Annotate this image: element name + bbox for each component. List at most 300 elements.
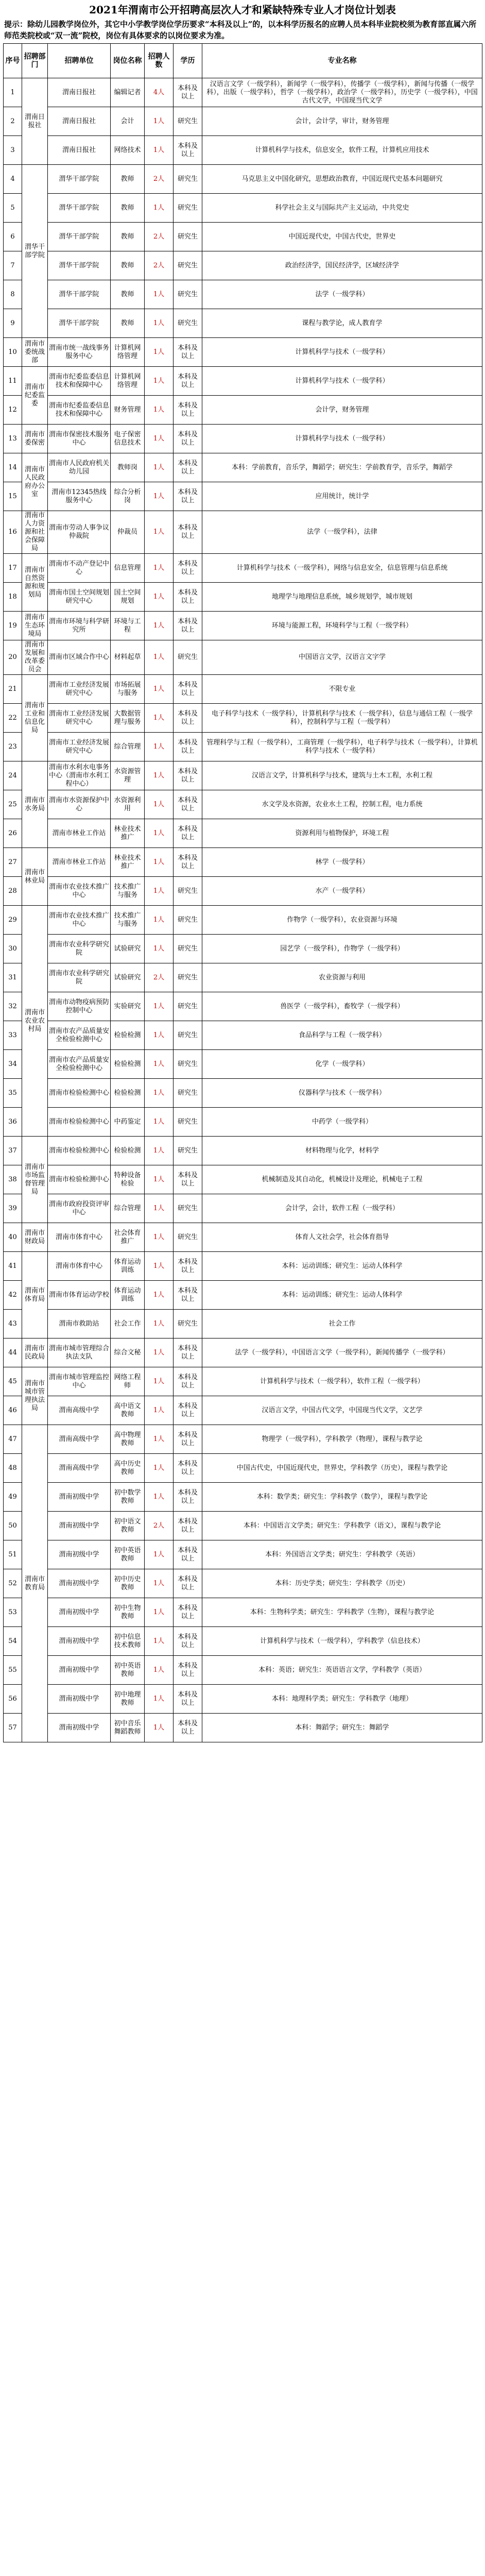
cell-seq: 23 bbox=[4, 733, 22, 761]
cell-major: 水文学及水资源，农业水土工程，控制工程，电力系统 bbox=[202, 790, 482, 819]
cell-major: 法学（一级学科），中国语言文学（一级学科），新闻传播学（一级学科） bbox=[202, 1338, 482, 1367]
cell-seq: 25 bbox=[4, 790, 22, 819]
table-row bbox=[4, 1137, 482, 1165]
cell-count: 1人 bbox=[145, 1338, 174, 1367]
cell-count: 1人 bbox=[145, 733, 174, 761]
cell-post: 初中数学教师 bbox=[111, 1483, 145, 1512]
table-row bbox=[4, 1079, 482, 1108]
cell-edu: 本科及以上 bbox=[174, 554, 202, 583]
cell-major: 中国语言文学，汉语言文字学 bbox=[202, 640, 482, 675]
cell-post: 网络工程师 bbox=[111, 1367, 145, 1396]
cell-edu: 本科及以上 bbox=[174, 1714, 202, 1742]
cell-post: 检验检测 bbox=[111, 1021, 145, 1050]
cell-major: 园艺学（一级学科），作物学（一级学科） bbox=[202, 935, 482, 963]
cell-count: 1人 bbox=[145, 612, 174, 640]
cell-post: 社会工作 bbox=[111, 1310, 145, 1338]
cell-edu: 研究生 bbox=[174, 935, 202, 963]
cell-major: 本科：数学类；研究生：学科教学（数学），课程与教学论 bbox=[202, 1483, 482, 1512]
cell-post: 编辑记者 bbox=[111, 78, 145, 107]
cell-post: 初中地理教师 bbox=[111, 1685, 145, 1714]
cell-seq: 47 bbox=[4, 1425, 22, 1454]
cell-unit: 渭南市工业经济发展研究中心 bbox=[48, 704, 111, 733]
cell-count: 1人 bbox=[145, 1425, 174, 1454]
cell-dept: 渭南市林业局 bbox=[22, 848, 48, 906]
header-edu: 学历 bbox=[174, 44, 202, 78]
table-row bbox=[4, 482, 482, 511]
cell-post: 计算机网络管理 bbox=[111, 367, 145, 396]
cell-post: 仲裁员 bbox=[111, 511, 145, 554]
cell-unit: 渭南市区域合作中心 bbox=[48, 640, 111, 675]
cell-major: 计算机科学与技术（一级学科），软件工程（一级学科） bbox=[202, 1367, 482, 1396]
table-row bbox=[4, 1281, 482, 1310]
table-header-row bbox=[4, 44, 482, 78]
cell-unit: 渭华干部学院 bbox=[48, 280, 111, 309]
cell-major: 本科：生物科学类；研究生：学科教学（生物），课程与教学论 bbox=[202, 1598, 482, 1627]
cell-edu: 本科及以上 bbox=[174, 1569, 202, 1598]
table-row bbox=[4, 1252, 482, 1281]
cell-seq: 44 bbox=[4, 1338, 22, 1367]
cell-unit: 渭南市体育中心 bbox=[48, 1252, 111, 1281]
cell-count: 1人 bbox=[145, 790, 174, 819]
cell-post: 技术推广与服务 bbox=[111, 877, 145, 906]
cell-unit: 渭南市体育中心 bbox=[48, 1223, 111, 1252]
cell-major: 会计，会计学，审计，财务管理 bbox=[202, 107, 482, 136]
cell-post: 教师岗 bbox=[111, 453, 145, 482]
cell-seq: 27 bbox=[4, 848, 22, 877]
cell-dept: 渭南市自然资源和规划局 bbox=[22, 554, 48, 612]
cell-edu: 本科及以上 bbox=[174, 848, 202, 877]
cell-count: 1人 bbox=[145, 761, 174, 790]
cell-dept: 渭南市工业和信息化局 bbox=[22, 675, 48, 761]
cell-major: 不限专业 bbox=[202, 675, 482, 704]
cell-major: 食品科学与工程（一级学科） bbox=[202, 1021, 482, 1050]
cell-post: 实验研究 bbox=[111, 992, 145, 1021]
cell-edu: 本科及以上 bbox=[174, 704, 202, 733]
cell-unit: 渭南日报社 bbox=[48, 136, 111, 165]
cell-major: 汉语言文学，计算机科学与技术，建筑与土木工程，水利工程 bbox=[202, 761, 482, 790]
cell-post: 国土空间规划 bbox=[111, 583, 145, 612]
cell-unit: 渭南市林业工作站 bbox=[48, 848, 111, 877]
table-row bbox=[4, 992, 482, 1021]
table-row bbox=[4, 963, 482, 992]
table-row bbox=[4, 761, 482, 790]
cell-unit: 渭南初级中学 bbox=[48, 1714, 111, 1742]
table-row bbox=[4, 1454, 482, 1483]
table-row bbox=[4, 511, 482, 554]
cell-unit: 渭南市水资源保护中心 bbox=[48, 790, 111, 819]
cell-unit: 渭南市救助站 bbox=[48, 1310, 111, 1338]
cell-major: 政治经济学，国民经济学，区域经济学 bbox=[202, 251, 482, 280]
cell-post: 综合文秘 bbox=[111, 1338, 145, 1367]
cell-unit: 渭南市检验检测中心 bbox=[48, 1137, 111, 1165]
cell-count: 1人 bbox=[145, 367, 174, 396]
cell-unit: 渭南市人民政府机关幼儿园 bbox=[48, 453, 111, 482]
cell-seq: 12 bbox=[4, 396, 22, 425]
cell-count: 1人 bbox=[145, 675, 174, 704]
cell-major: 环境与能源工程，环境科学与工程（一级学科） bbox=[202, 612, 482, 640]
cell-edu: 研究生 bbox=[174, 640, 202, 675]
cell-count: 1人 bbox=[145, 704, 174, 733]
cell-post: 水资源利用 bbox=[111, 790, 145, 819]
header-major: 专业名称 bbox=[202, 44, 482, 78]
cell-major: 社会工作 bbox=[202, 1310, 482, 1338]
cell-edu: 研究生 bbox=[174, 280, 202, 309]
cell-unit: 渭南市保密技术服务中心 bbox=[48, 425, 111, 453]
cell-post: 综合管理 bbox=[111, 1194, 145, 1223]
recruitment-table bbox=[3, 43, 482, 1742]
table-row bbox=[4, 107, 482, 136]
cell-edu: 本科及以上 bbox=[174, 733, 202, 761]
table-row bbox=[4, 1512, 482, 1540]
cell-unit: 渭南市纪委监委信息技术和保障中心 bbox=[48, 367, 111, 396]
cell-major: 本科：运动训练；研究生：运动人体科学 bbox=[202, 1281, 482, 1310]
cell-unit: 渭南初级中学 bbox=[48, 1656, 111, 1685]
cell-unit: 渭南市统一战线事务服务中心 bbox=[48, 338, 111, 367]
cell-unit: 渭南初级中学 bbox=[48, 1598, 111, 1627]
cell-seq: 14 bbox=[4, 453, 22, 482]
cell-count: 1人 bbox=[145, 848, 174, 877]
cell-unit: 渭南高级中学 bbox=[48, 1396, 111, 1425]
cell-unit: 渭南市劳动人事争议仲裁院 bbox=[48, 511, 111, 554]
cell-major: 会计学，会计，软件工程（一级学科） bbox=[202, 1194, 482, 1223]
cell-edu: 本科及以上 bbox=[174, 1165, 202, 1194]
cell-seq: 17 bbox=[4, 554, 22, 583]
cell-major: 仪器科学与技术（一级学科） bbox=[202, 1079, 482, 1108]
cell-count: 1人 bbox=[145, 1483, 174, 1512]
cell-edu: 本科及以上 bbox=[174, 1656, 202, 1685]
cell-major: 管理科学与工程（一级学科），工商管理（一级学科），电子科学与技术（一级学科），计算机科学与技术（一级学科） bbox=[202, 733, 482, 761]
cell-dept: 渭南市人民政府办公室 bbox=[22, 453, 48, 511]
cell-post: 检验检测 bbox=[111, 1137, 145, 1165]
cell-seq: 34 bbox=[4, 1050, 22, 1079]
header-count: 招聘人数 bbox=[145, 44, 174, 78]
table-row bbox=[4, 1338, 482, 1367]
cell-edu: 本科及以上 bbox=[174, 136, 202, 165]
cell-major: 电子科学与技术（一级学科），计算机科学与技术（一级学科），信息与通信工程（一级学科），控制科学与工程（一级学科） bbox=[202, 704, 482, 733]
cell-edu: 本科及以上 bbox=[174, 790, 202, 819]
cell-unit: 渭南初级中学 bbox=[48, 1483, 111, 1512]
cell-dept: 渭南市水务局 bbox=[22, 761, 48, 848]
cell-unit: 渭南市纪委监委信息技术和保障中心 bbox=[48, 396, 111, 425]
cell-count: 1人 bbox=[145, 1569, 174, 1598]
cell-seq: 28 bbox=[4, 877, 22, 906]
notice-text: 提示：除幼儿园教学岗位外，其它中小学教学岗位学历要求“本科及以上”的，以本科学历报名的应聘人员本科毕业院校须为教育部直属六所师范类院校或“双一流”院校，岗位有具体要求的以岗位要求为准。 bbox=[4, 20, 477, 40]
cell-count: 1人 bbox=[145, 194, 174, 223]
cell-dept: 渭南市发展和改革委员会 bbox=[22, 640, 48, 675]
cell-post: 初中信息技术教师 bbox=[111, 1627, 145, 1656]
cell-post: 大数据管理与服务 bbox=[111, 704, 145, 733]
cell-count: 2人 bbox=[145, 963, 174, 992]
cell-unit: 渭南市城市管理综合执法支队 bbox=[48, 1338, 111, 1367]
cell-dept: 渭南市纪委监委 bbox=[22, 367, 48, 425]
cell-unit: 渭南市检验检测中心 bbox=[48, 1108, 111, 1137]
cell-count: 1人 bbox=[145, 1454, 174, 1483]
table-row bbox=[4, 280, 482, 309]
cell-seq: 42 bbox=[4, 1281, 22, 1310]
cell-count: 1人 bbox=[145, 1108, 174, 1137]
table-row bbox=[4, 554, 482, 583]
cell-count: 1人 bbox=[145, 583, 174, 612]
cell-count: 1人 bbox=[145, 640, 174, 675]
page bbox=[3, 2, 482, 1742]
table-row bbox=[4, 425, 482, 453]
cell-seq: 22 bbox=[4, 704, 22, 733]
cell-post: 水资源管理 bbox=[111, 761, 145, 790]
page-title: 2021年渭南市公开招聘高层次人才和紧缺特殊专业人才岗位计划表 bbox=[89, 4, 396, 16]
cell-count: 2人 bbox=[145, 251, 174, 280]
cell-unit: 渭华干部学院 bbox=[48, 194, 111, 223]
cell-unit: 渭南市水利水电事务中心（渭南市水利工程中心） bbox=[48, 761, 111, 790]
cell-unit: 渭南市农产品质量安全检验检测中心 bbox=[48, 1050, 111, 1079]
cell-seq: 6 bbox=[4, 223, 22, 251]
cell-seq: 9 bbox=[4, 309, 22, 338]
cell-major: 计算机科学与技术（一级学科） bbox=[202, 338, 482, 367]
cell-count: 4人 bbox=[145, 78, 174, 107]
table-row bbox=[4, 1656, 482, 1685]
cell-edu: 本科及以上 bbox=[174, 1627, 202, 1656]
cell-count: 1人 bbox=[145, 1252, 174, 1281]
cell-count: 1人 bbox=[145, 1021, 174, 1050]
cell-count: 1人 bbox=[145, 1598, 174, 1627]
cell-count: 2人 bbox=[145, 165, 174, 194]
cell-major: 科学社会主义与国际共产主义运动，中共党史 bbox=[202, 194, 482, 223]
cell-post: 中药鉴定 bbox=[111, 1108, 145, 1137]
cell-post: 高中物理教师 bbox=[111, 1425, 145, 1454]
cell-major: 中国近现代史，中国古代史，世界史 bbox=[202, 223, 482, 251]
header-unit: 招聘单位 bbox=[48, 44, 111, 78]
cell-post: 体育运动训练 bbox=[111, 1252, 145, 1281]
cell-edu: 本科及以上 bbox=[174, 78, 202, 107]
cell-seq: 49 bbox=[4, 1483, 22, 1512]
table-row bbox=[4, 733, 482, 761]
cell-seq: 30 bbox=[4, 935, 22, 963]
cell-post: 综合分析岗 bbox=[111, 482, 145, 511]
table-row bbox=[4, 78, 482, 107]
cell-major: 计算机科学与技术（一级学科） bbox=[202, 367, 482, 396]
cell-edu: 本科及以上 bbox=[174, 612, 202, 640]
cell-seq: 26 bbox=[4, 819, 22, 848]
cell-seq: 15 bbox=[4, 482, 22, 511]
cell-post: 特种设备检验 bbox=[111, 1165, 145, 1194]
cell-count: 2人 bbox=[145, 1512, 174, 1540]
table-row bbox=[4, 453, 482, 482]
cell-seq: 5 bbox=[4, 194, 22, 223]
cell-post: 财务管理 bbox=[111, 396, 145, 425]
cell-edu: 研究生 bbox=[174, 1310, 202, 1338]
table-row bbox=[4, 309, 482, 338]
cell-dept: 渭南日报社 bbox=[22, 78, 48, 165]
cell-unit: 渭南市不动产登记中心 bbox=[48, 554, 111, 583]
cell-post: 初中历史教师 bbox=[111, 1569, 145, 1598]
cell-seq: 36 bbox=[4, 1108, 22, 1137]
cell-edu: 本科及以上 bbox=[174, 1512, 202, 1540]
cell-post: 教师 bbox=[111, 251, 145, 280]
cell-dept: 渭华干部学院 bbox=[22, 165, 48, 338]
cell-seq: 41 bbox=[4, 1252, 22, 1281]
cell-post: 初中英语教师 bbox=[111, 1540, 145, 1569]
cell-seq: 50 bbox=[4, 1512, 22, 1540]
cell-unit: 渭南市农业科学研究院 bbox=[48, 963, 111, 992]
cell-edu: 研究生 bbox=[174, 1137, 202, 1165]
cell-edu: 研究生 bbox=[174, 1108, 202, 1137]
cell-unit: 渭南日报社 bbox=[48, 78, 111, 107]
cell-count: 1人 bbox=[145, 1165, 174, 1194]
cell-count: 1人 bbox=[145, 425, 174, 453]
cell-post: 教师 bbox=[111, 165, 145, 194]
cell-seq: 57 bbox=[4, 1714, 22, 1742]
cell-major: 会计学，财务管理 bbox=[202, 396, 482, 425]
header-post: 岗位名称 bbox=[111, 44, 145, 78]
header-dept: 招聘部门 bbox=[22, 44, 48, 78]
cell-seq: 1 bbox=[4, 78, 22, 107]
cell-seq: 32 bbox=[4, 992, 22, 1021]
cell-seq: 24 bbox=[4, 761, 22, 790]
cell-dept: 渭南市市场监督管理局 bbox=[22, 1137, 48, 1223]
cell-edu: 本科及以上 bbox=[174, 482, 202, 511]
cell-count: 1人 bbox=[145, 482, 174, 511]
cell-post: 计算机网络管理 bbox=[111, 338, 145, 367]
table-row bbox=[4, 819, 482, 848]
cell-seq: 3 bbox=[4, 136, 22, 165]
cell-seq: 10 bbox=[4, 338, 22, 367]
cell-unit: 渭南高级中学 bbox=[48, 1425, 111, 1454]
cell-count: 1人 bbox=[145, 1223, 174, 1252]
cell-seq: 21 bbox=[4, 675, 22, 704]
table-row bbox=[4, 367, 482, 396]
cell-unit: 渭华干部学院 bbox=[48, 309, 111, 338]
cell-seq: 31 bbox=[4, 963, 22, 992]
cell-post: 检验检测 bbox=[111, 1050, 145, 1079]
cell-seq: 8 bbox=[4, 280, 22, 309]
cell-unit: 渭南市国土空间规划研究中心 bbox=[48, 583, 111, 612]
cell-seq: 43 bbox=[4, 1310, 22, 1338]
cell-count: 1人 bbox=[145, 554, 174, 583]
table-row bbox=[4, 194, 482, 223]
cell-major: 化学（一级学科） bbox=[202, 1050, 482, 1079]
cell-unit: 渭南初级中学 bbox=[48, 1540, 111, 1569]
cell-edu: 本科及以上 bbox=[174, 1281, 202, 1310]
cell-unit: 渭南初级中学 bbox=[48, 1512, 111, 1540]
cell-edu: 本科及以上 bbox=[174, 675, 202, 704]
cell-post: 初中生物教师 bbox=[111, 1598, 145, 1627]
cell-post: 试验研究 bbox=[111, 935, 145, 963]
cell-count: 1人 bbox=[145, 1656, 174, 1685]
cell-count: 1人 bbox=[145, 1079, 174, 1108]
cell-count: 1人 bbox=[145, 453, 174, 482]
cell-edu: 本科及以上 bbox=[174, 1367, 202, 1396]
cell-major: 汉语言文学（一级学科），新闻学（一级学科），传播学（一级学科），新闻与传播（一级学科），出版（一级学科），哲学（一级学科），政治学（一级学科），历史学（一级学科），中国古代文学，中国现当代文学 bbox=[202, 78, 482, 107]
table-body bbox=[4, 78, 482, 1742]
table-row bbox=[4, 906, 482, 935]
cell-seq: 38 bbox=[4, 1165, 22, 1194]
cell-major: 物理学（一级学科），学科教学（物理），课程与教学论 bbox=[202, 1425, 482, 1454]
cell-major: 作物学（一级学科），农业资源与环境 bbox=[202, 906, 482, 935]
cell-edu: 研究生 bbox=[174, 251, 202, 280]
cell-seq: 19 bbox=[4, 612, 22, 640]
cell-major: 中药学（一级学科） bbox=[202, 1108, 482, 1137]
cell-major: 材料物理与化学，材料学 bbox=[202, 1137, 482, 1165]
cell-major: 计算机科学与技术（一级学科） bbox=[202, 425, 482, 453]
table-row bbox=[4, 612, 482, 640]
cell-dept: 渭南市委保密 bbox=[22, 425, 48, 453]
cell-edu: 本科及以上 bbox=[174, 511, 202, 554]
table-row bbox=[4, 1483, 482, 1512]
table-row bbox=[4, 1367, 482, 1396]
cell-count: 1人 bbox=[145, 1137, 174, 1165]
header-seq: 序号 bbox=[4, 44, 22, 78]
cell-count: 1人 bbox=[145, 1310, 174, 1338]
cell-seq: 45 bbox=[4, 1367, 22, 1396]
cell-seq: 54 bbox=[4, 1627, 22, 1656]
cell-edu: 本科及以上 bbox=[174, 1396, 202, 1425]
cell-count: 1人 bbox=[145, 338, 174, 367]
table-row bbox=[4, 1223, 482, 1252]
table-row bbox=[4, 136, 482, 165]
cell-unit: 渭南市12345热线服务中心 bbox=[48, 482, 111, 511]
table-row bbox=[4, 1194, 482, 1223]
cell-count: 1人 bbox=[145, 877, 174, 906]
cell-unit: 渭南市农产品质量安全检验检测中心 bbox=[48, 1021, 111, 1050]
cell-edu: 本科及以上 bbox=[174, 1252, 202, 1281]
cell-major: 水产（一级学科） bbox=[202, 877, 482, 906]
cell-major: 体育人文社会学，社会体育指导 bbox=[202, 1223, 482, 1252]
table-row bbox=[4, 583, 482, 612]
cell-seq: 56 bbox=[4, 1685, 22, 1714]
cell-major: 中国古代史，中国近现代史，世界史，学科教学（历史），课程与教学论 bbox=[202, 1454, 482, 1483]
cell-major: 机械制造及其自动化，机械设计及理论，机械电子工程 bbox=[202, 1165, 482, 1194]
cell-unit: 渭南市动物疫病预防控制中心 bbox=[48, 992, 111, 1021]
cell-seq: 18 bbox=[4, 583, 22, 612]
cell-unit: 渭华干部学院 bbox=[48, 223, 111, 251]
cell-unit: 渭南高级中学 bbox=[48, 1454, 111, 1483]
cell-major: 本科：地理科学类；研究生：学科教学（地理） bbox=[202, 1685, 482, 1714]
cell-edu: 研究生 bbox=[174, 194, 202, 223]
cell-major: 法学（一级学科） bbox=[202, 280, 482, 309]
cell-dept: 渭南市教育局 bbox=[22, 1425, 48, 1742]
cell-post: 试验研究 bbox=[111, 963, 145, 992]
table-row bbox=[4, 396, 482, 425]
cell-count: 1人 bbox=[145, 1540, 174, 1569]
cell-post: 电子保密信息技术 bbox=[111, 425, 145, 453]
cell-post: 林业技术推广 bbox=[111, 848, 145, 877]
cell-count: 1人 bbox=[145, 107, 174, 136]
cell-seq: 20 bbox=[4, 640, 22, 675]
cell-count: 1人 bbox=[145, 935, 174, 963]
cell-seq: 7 bbox=[4, 251, 22, 280]
cell-post: 林业技术推广 bbox=[111, 819, 145, 848]
cell-count: 1人 bbox=[145, 396, 174, 425]
cell-count: 1人 bbox=[145, 136, 174, 165]
cell-count: 1人 bbox=[145, 819, 174, 848]
cell-major: 农业资源与利用 bbox=[202, 963, 482, 992]
cell-edu: 本科及以上 bbox=[174, 453, 202, 482]
cell-dept: 渭南市委统战部 bbox=[22, 338, 48, 367]
table-row bbox=[4, 675, 482, 704]
cell-edu: 研究生 bbox=[174, 223, 202, 251]
cell-edu: 本科及以上 bbox=[174, 1483, 202, 1512]
cell-edu: 研究生 bbox=[174, 1194, 202, 1223]
cell-edu: 研究生 bbox=[174, 1050, 202, 1079]
cell-seq: 29 bbox=[4, 906, 22, 935]
table-row bbox=[4, 640, 482, 675]
cell-post: 技术推广与服务 bbox=[111, 906, 145, 935]
cell-unit: 渭南市农业科学研究院 bbox=[48, 935, 111, 963]
cell-unit: 渭南市检验检测中心 bbox=[48, 1079, 111, 1108]
cell-count: 1人 bbox=[145, 511, 174, 554]
cell-seq: 11 bbox=[4, 367, 22, 396]
table-row bbox=[4, 338, 482, 367]
cell-seq: 40 bbox=[4, 1223, 22, 1252]
